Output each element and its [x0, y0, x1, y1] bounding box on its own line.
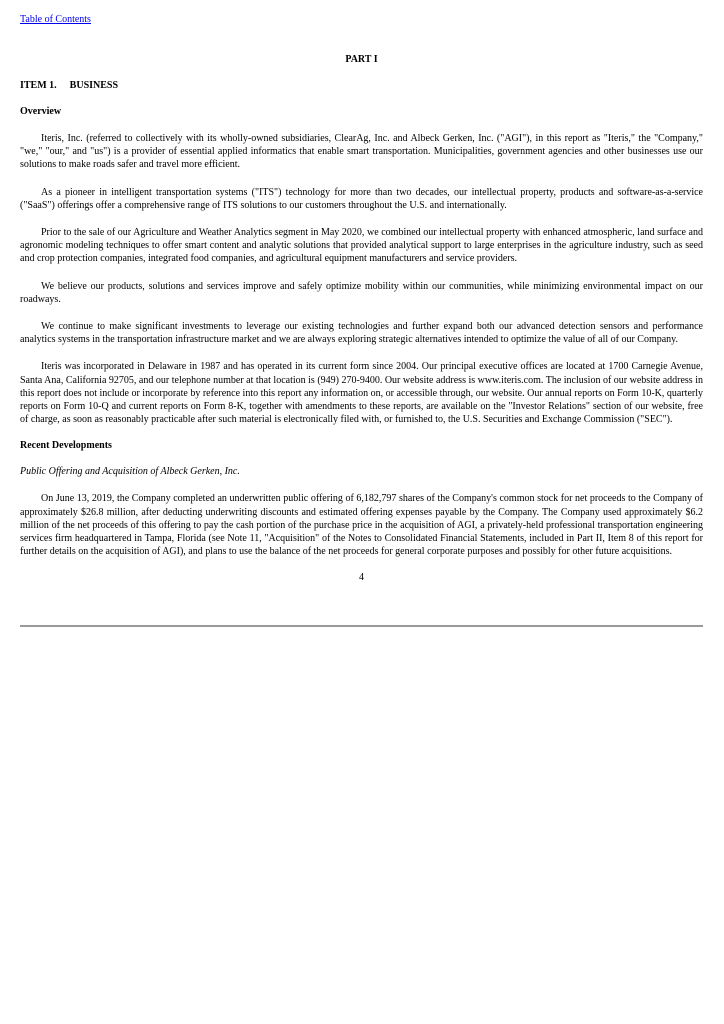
item-name: BUSINESS [69, 80, 119, 91]
public-offering-subheading: Public Offering and Acquisition of Albeck Gerken, Inc. [20, 466, 240, 478]
overview-paragraph-4: We believe our products, solutions and services improve and safely optimize mobility within our communities, while minimizing environmental impact on our roadways. [20, 280, 703, 305]
item-title [20, 80, 703, 92]
table-of-contents-link[interactable]: Table of Contents [20, 14, 91, 25]
part-title: PART I [345, 54, 378, 65]
overview-paragraph-2: As a pioneer in intelligent transportation systems ("ITS") technology for more than two decades, our intellectual property, products and software-as-a-service ("SaaS") offerings offer a comprehensive range of ITS solutions to our customers throughout the U.S. and internationally. [20, 186, 703, 211]
recent-developments-paragraph: On June 13, 2019, the Company completed an underwritten public offering of 6,182,797 shares of the Company's common stock for net proceeds to the Company of approximately $26.8 million, after deducting underwriting discounts and estimated offering expenses payable by the Company. The Company used approximately $6.2 million of the net proceeds of this offering to pay the cash portion of the purchase price in the acquisition of AGI, a privately-held professional transportation engineering services firm headquartered in Tampa, Florida (see Note 11, "Acquisition" of the Notes to Consolidated Financial Statements, included in Part II, Item 8 of this report for further details on the acquisition of AGI), and plans to use the balance of the net proceeds for general corporate purposes and possibly for other future acquisitions. [20, 493, 703, 558]
overview-paragraph-6: Iteris was incorporated in Delaware in 1987 and has operated in its current form since 2004. Our principal executive offices are located at 1700 Carnegie Avenue, Santa Ana, California 92705, and our telephone number at that location is (949) 270-9400. Our website address is www.iteris.com. The inclusion of our website address in this report does not include or incorporate by reference into this report any information on, or accessible through, our website. Our annual reports on Form 10-K, quarterly reports on Form 10-Q and current reports on Form 8-K, together with amendments to these reports, are available on the "Investor Relations" section of our website, free of charge, as soon as reasonably practicable after such material is electronically filed with, or furnished to, the U.S. Securities and Exchange Commission ("SEC"). [20, 361, 703, 426]
overview-paragraph-1: Iteris, Inc. (referred to collectively with its wholly-owned subsidiaries, ClearAg, Inc. and Albeck Gerken, Inc. ("AGI"), in this report as "Iteris," the "Company," "we," "our," and "us") is a provider of essential applied informatics that enable smart transportation. Municipalities, government agencies and other businesses use our solutions to make roads safer and travel more efficient. [20, 133, 703, 171]
overview-paragraph-3: Prior to the sale of our Agriculture and Weather Analytics segment in May 2020, we combined our intellectual property with enhanced atmospheric, land surface and agronomic modeling techniques to offer smart content and analytic solutions that provided analytical support to large enterprises in the agriculture industry, such as seed and crop protection companies, integrated food companies, and agricultural equipment manufacturers and service providers. [20, 227, 703, 265]
overview-heading: Overview [20, 106, 62, 117]
document-page [20, 9, 703, 584]
recent-developments-heading: Recent Developments [20, 440, 112, 452]
item-number: ITEM 1. [20, 80, 57, 91]
page-number: 4 [359, 572, 364, 584]
overview-paragraph-5: We continue to make significant investments to leverage our existing technologies and further expand both our advanced detection sensors and performance analytics systems in the transportation infrastructure market and we are always exploring strategic alternatives intended to optimize the value of all of our Company. [20, 321, 703, 346]
page-divider [20, 625, 703, 627]
